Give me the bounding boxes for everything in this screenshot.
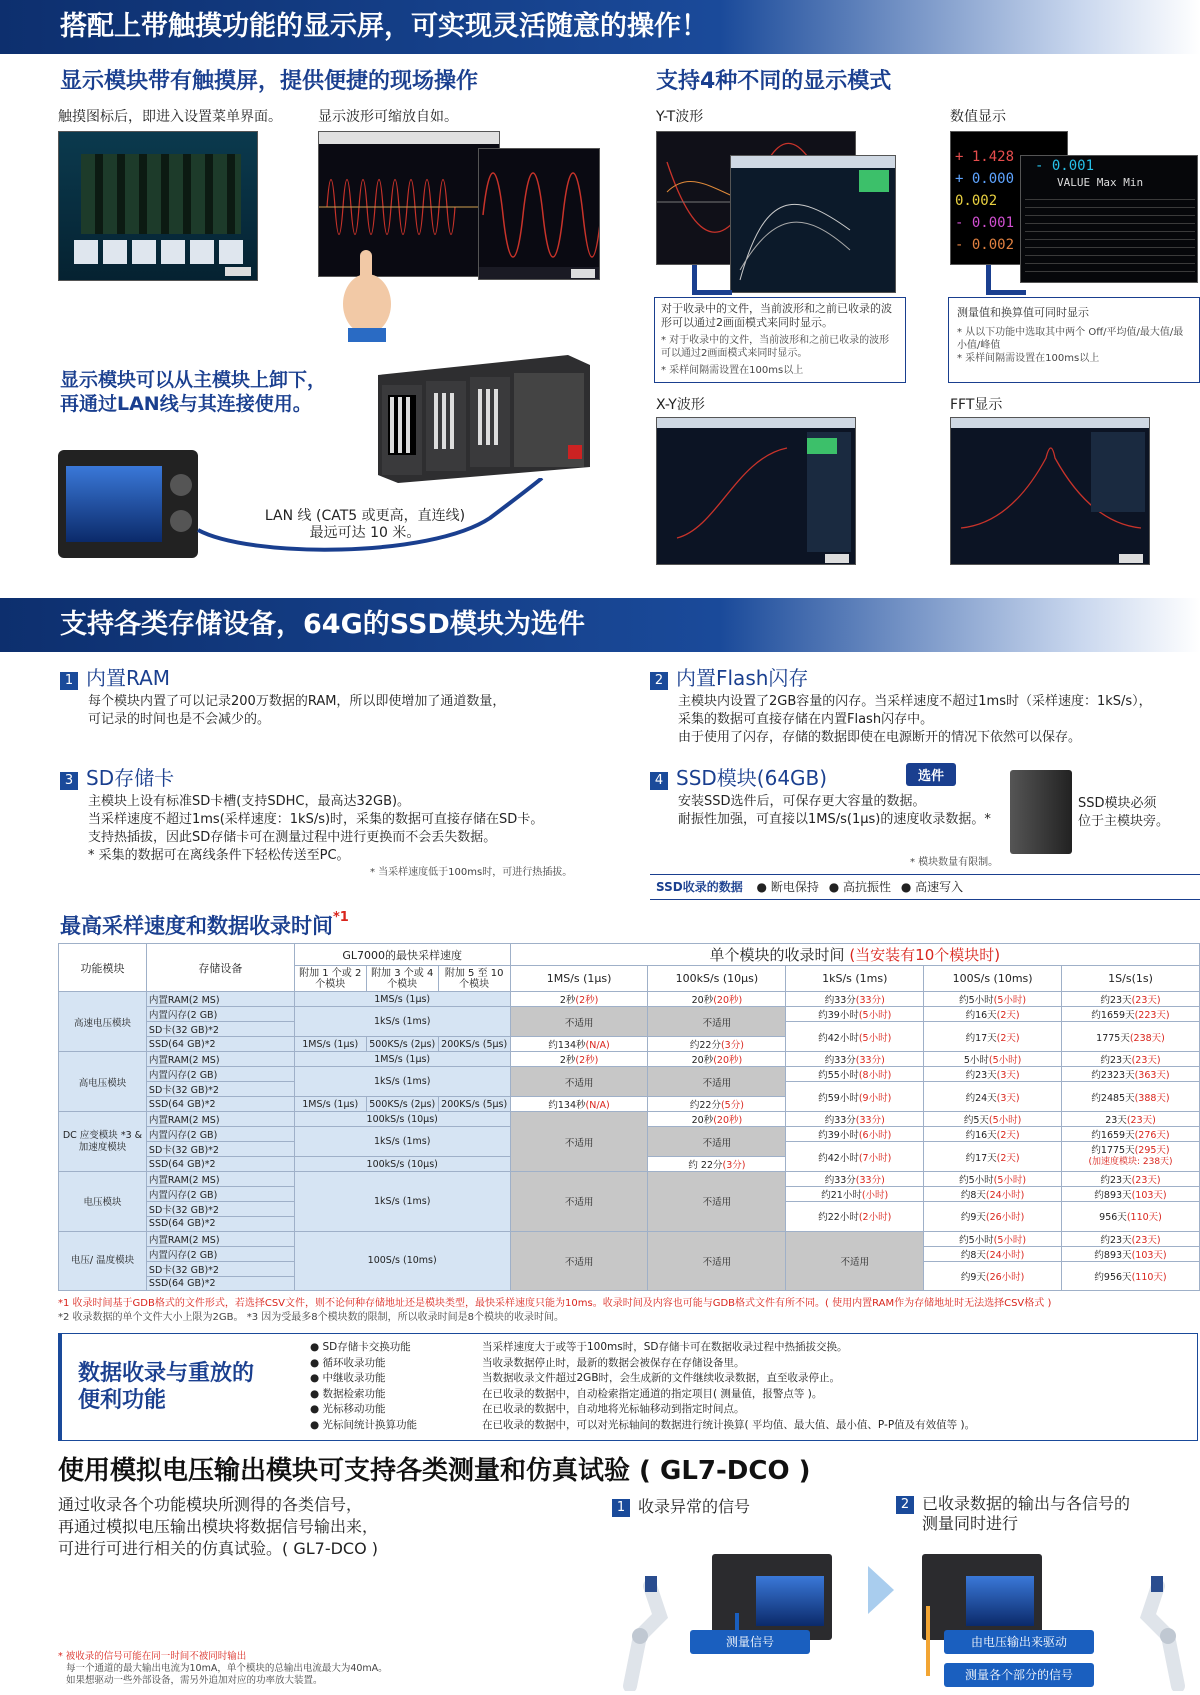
group-label: DC 应变模块 *3 & 加速度模块 — [59, 1112, 147, 1172]
value-cell: 约9天(26小时) — [924, 1261, 1062, 1291]
mode-numeric-label: 数值显示 — [950, 109, 1006, 125]
storage-3-title: SD存储卡 — [86, 766, 175, 790]
value-cell: 约23天(3天) — [924, 1067, 1062, 1082]
value-cell: 约23天(23天) — [1062, 1231, 1200, 1246]
list-item: ● 中继收录功能 — [310, 1372, 386, 1385]
ssd-feature-bar — [650, 874, 1200, 900]
value-cell: 约134秒(N/A) — [510, 1037, 648, 1052]
na-cell: 不适用 — [648, 1067, 786, 1097]
feature-desc: 当采样速度大于或等于100ms时，SD存储卡可在数据收录过程中热插拔交换。 — [482, 1341, 848, 1353]
rate-cell: 1MS/s (1μs) — [294, 1097, 366, 1112]
storage-3-header — [60, 762, 174, 791]
value-cell: 约42小时(7小时) — [786, 1142, 924, 1172]
storage-cell: 内置闪存(2 GB) — [146, 1187, 294, 1202]
value-cell: 约5天(5小时) — [924, 1112, 1062, 1127]
footnote-2: *2 收录数据的单个文件大小上限为2GB。 *3 因为受最多8个模块数的限制，所以收录时间是8个模块的收录时间。 — [58, 1312, 564, 1323]
bullet-icon: ● — [756, 880, 768, 894]
value-cell: 约42小时(5小时) — [786, 1022, 924, 1052]
storage-cell: SSD(64 GB)*2 — [146, 1157, 294, 1172]
detach-title — [60, 368, 326, 416]
storage-4-title: SSD模块(64GB) — [676, 766, 828, 790]
group-label: 电压/ 温度模块 — [59, 1231, 147, 1291]
th-rate-3: 1kS/s (1ms) — [786, 966, 924, 992]
value-cell: 956天(110天) — [1062, 1202, 1200, 1232]
feature-desc: 当数据收录文件超过2GB时，会生成新的文件继续收录数据，直至收录停止。 — [482, 1372, 841, 1385]
na-cell: 不适用 — [510, 1172, 648, 1232]
storage-2-line2: 采集的数据可直接存储在内置Flash闪存中。 — [678, 712, 934, 727]
th-rate-2: 100kS/s (10μs) — [648, 966, 786, 992]
ssd-feature-1: 断电保持 — [770, 880, 819, 894]
value-cell: 20秒(20秒) — [648, 1112, 786, 1127]
value-cell: 2秒(2秒) — [510, 992, 648, 1007]
storage-3-line3: 支持热插拔，因此SD存储卡可在测量过程中进行更换而不会丢失数据。 — [88, 830, 497, 845]
list-item: ● 光标间统计换算功能 — [310, 1418, 417, 1431]
storage-1-title: 内置RAM — [86, 666, 171, 690]
na-cell: 不适用 — [510, 1067, 648, 1097]
numeric-header: VALUE Max Min — [1057, 176, 1144, 189]
numeric-value-2: - 0.001 — [1035, 158, 1095, 174]
th-add3: 附加 3 个或 4 个模块 — [366, 966, 438, 992]
numeric-note-2: * 采样间隔需设置在100ms以上 — [957, 353, 1100, 364]
value-cell: 约22分(3分) — [648, 1037, 786, 1052]
numeric-note-main: 测量值和换算值可同时显示 — [957, 306, 1089, 319]
numeric-value-6: - 0.002 — [955, 237, 1015, 253]
yt-note-2: * 采样间隔需设置在100ms以上 — [661, 365, 804, 376]
ssd-side-text — [1078, 795, 1169, 831]
gl7000-unit-image-2 — [922, 1554, 1042, 1640]
value-cell: 约16天(2天) — [924, 1007, 1062, 1022]
value-cell: 约33分(33分) — [786, 1052, 924, 1067]
step1-header — [612, 1494, 750, 1517]
lan-caption — [250, 508, 480, 542]
value-cell: 约39小时(5小时) — [786, 1007, 924, 1022]
th-add1: 附加 1 个或 2 个模块 — [294, 966, 366, 992]
rate-cell: 1kS/s (1ms) — [294, 1127, 510, 1157]
list-item: ● 光标移动功能 — [310, 1403, 386, 1416]
storage-1-line1: 每个模块内置了可以记录200万数据的RAM，所以即使增加了通道数量， — [88, 694, 506, 709]
value-cell: 1775天(238天) — [1062, 1022, 1200, 1052]
bullet-icon: ● — [900, 880, 912, 894]
value-cell: 约17天(2天) — [924, 1022, 1062, 1052]
lan-caption-2: 最远可达 10 米。 — [309, 525, 421, 541]
storage-3-number: 3 — [60, 772, 78, 790]
storage-cell: 内置闪存(2 GB) — [146, 1246, 294, 1261]
list-item: ● 循环收录功能 — [310, 1356, 386, 1369]
na-cell: 不适用 — [510, 1112, 648, 1172]
step2-number: 2 — [896, 1496, 914, 1514]
storage-3-line4: * 采集的数据可在离线条件下轻松传送至PC。 — [88, 848, 350, 863]
value-cell: 约5小时(5小时) — [924, 992, 1062, 1007]
storage-cell: 内置闪存(2 GB) — [146, 1007, 294, 1022]
value-cell: 约23天(23天) — [1062, 992, 1200, 1007]
value-cell: 约1659天(223天) — [1062, 1007, 1200, 1022]
sampling-table — [58, 943, 1200, 1291]
table-title-mark: *1 — [333, 910, 349, 925]
rate-cell: 100S/s (10ms) — [294, 1231, 510, 1291]
step2-header — [896, 1494, 1130, 1533]
numeric-overlay-screen — [1020, 155, 1198, 283]
storage-2-title: 内置Flash闪存 — [676, 666, 809, 690]
storage-4-line2: 耐振性加强，可直接以1MS/s(1μs)的速度收录数据。* — [678, 812, 991, 827]
lan-caption-1: LAN 线 (CAT5 或更高，直连线) — [264, 508, 466, 524]
numeric-value-4: 0.002 — [955, 193, 998, 209]
value-cell: 约16天(2天) — [924, 1127, 1062, 1142]
table-row — [59, 992, 1200, 1007]
th-add5: 附加 5 至 10 个模块 — [438, 966, 510, 992]
value-cell: 约893天(103天) — [1062, 1246, 1200, 1261]
detach-title-line2: 再通过LAN线与其连接使用。 — [60, 393, 312, 415]
dco-line2: 再通过模拟电压输出模块将数据信号输出来， — [58, 1517, 379, 1536]
storage-cell: SD卡(32 GB)*2 — [146, 1261, 294, 1276]
storage-cell: SSD(64 GB)*2 — [146, 1217, 294, 1232]
ssd-feature-3: 高速写入 — [915, 880, 964, 894]
feature-desc: 当收录数据停止时，最新的数据会被保存在存储设备里。 — [482, 1356, 745, 1369]
yt-note-main: 对于收录中的文件，当前波形和之前已收录的波形可以通过2画面模式来同时显示。 — [661, 302, 892, 329]
table-row — [59, 1112, 1200, 1127]
value-cell: 约9天(26小时) — [924, 1202, 1062, 1232]
value-cell: 约17天(2天) — [924, 1142, 1062, 1172]
ssd-feature-2: 高抗振性 — [843, 880, 892, 894]
storage-1-number: 1 — [60, 672, 78, 690]
storage-cell: SD卡(32 GB)*2 — [146, 1202, 294, 1217]
value-cell: 约956天(110天) — [1062, 1261, 1200, 1291]
dco-line3: 可进行可进行相关的仿真试验。( GL7-DCO ) — [58, 1539, 379, 1558]
xy-screen-image — [656, 417, 856, 565]
storage-3-line1: 主模块上设有标准SD卡槽(支持SDHC，最高达32GB)。 — [88, 794, 411, 809]
group-label: 高速电压模块 — [59, 992, 147, 1052]
na-cell: 不适用 — [648, 1127, 786, 1157]
table-title — [60, 910, 349, 940]
na-cell: 不适用 — [510, 1231, 648, 1291]
storage-4-header — [650, 762, 827, 791]
features-list — [310, 1340, 417, 1434]
th-single-text: 单个模块的收录时间 — [709, 946, 845, 964]
table-row — [59, 1067, 1200, 1082]
value-cell: 约8天(24小时) — [924, 1187, 1062, 1202]
touch-caption-1: 触摸图标后，即进入设置菜单界面。 — [58, 109, 282, 125]
storage-cell: 内置RAM(2 MS) — [146, 1052, 294, 1067]
value-cell: 约21小时(小时) — [786, 1187, 924, 1202]
value-cell: 约23天(23天) — [1062, 1052, 1200, 1067]
table-row — [59, 1231, 1200, 1246]
dco-description — [58, 1494, 378, 1560]
rate-cell: 1kS/s (1ms) — [294, 1067, 510, 1097]
feature-desc: 在已收录的数据中，自动地将光标轴移动到指定时间点。 — [482, 1403, 745, 1416]
numeric-value-3: + 0.000 — [955, 171, 1015, 187]
list-item: ● 数据检索功能 — [310, 1387, 386, 1400]
storage-cell: SD卡(32 GB)*2 — [146, 1082, 294, 1097]
storage-1-line2: 可记录的时间也是不会减少的。 — [88, 712, 271, 727]
value-cell: 2秒(2秒) — [510, 1052, 648, 1067]
features-title-line2: 便利功能 — [78, 1388, 167, 1413]
main-unit-image — [368, 355, 594, 485]
table-title-text: 最高采样速度和数据收录时间 — [60, 914, 333, 938]
storage-cell: SSD(64 GB)*2 — [146, 1097, 294, 1112]
storage-2-header — [650, 662, 808, 691]
dco-note-2: 每一个通道的最大输出电流为10mA，单个模块的总输出电流最大为40mA。 — [66, 1663, 388, 1674]
storage-cell: 内置RAM(2 MS) — [146, 992, 294, 1007]
na-cell: 不适用 — [786, 1231, 924, 1291]
rate-cell: 100kS/s (10μs) — [294, 1157, 510, 1172]
th-module: 功能模块 — [59, 944, 147, 992]
storage-4-note: * 模块数量有限制。 — [910, 857, 999, 868]
storage-2-number: 2 — [650, 672, 668, 690]
section2-banner: 支持各类存储设备，64G的SSD模块为选件 — [0, 598, 1200, 652]
menu-screen-image — [58, 131, 258, 281]
dco-note-1: * 被收录的信号可能在同一时间不被同时输出 — [58, 1651, 247, 1662]
rate-cell: 500KS/s (2μs) — [366, 1097, 438, 1112]
section1-banner: 搭配上带触摸功能的显示屏，可实现灵活随意的操作！ — [0, 0, 1200, 54]
storage-cell: SD卡(32 GB)*2 — [146, 1022, 294, 1037]
drive-arrow-line — [926, 1606, 930, 1676]
step2-label-1: 已收录数据的输出与各信号的 — [922, 1494, 1131, 1513]
storage-cell: 内置闪存(2 GB) — [146, 1127, 294, 1142]
dco-note-3: 如果想驱动一些外部设备，需另外追加对应的功率放大装置。 — [66, 1675, 323, 1686]
fft-screen-image — [950, 417, 1150, 565]
mode-yt-label: Y-T波形 — [656, 109, 704, 125]
value-cell: 约24天(3天) — [924, 1082, 1062, 1112]
ssd-side-line2: 位于主模块旁。 — [1078, 814, 1170, 829]
ssd-side-line1: SSD模块必须 — [1078, 796, 1157, 811]
value-cell: 约33分(33分) — [786, 992, 924, 1007]
numeric-value-5: - 0.001 — [955, 215, 1015, 231]
storage-4-number: 4 — [650, 772, 668, 790]
na-cell: 不适用 — [510, 1007, 648, 1037]
th-rate-5: 1S/s(1s) — [1062, 966, 1200, 992]
th-rate-1: 1MS/s (1μs) — [510, 966, 648, 992]
numeric-value-1: + 1.428 — [955, 149, 1015, 165]
value-cell: 约893天(103天) — [1062, 1187, 1200, 1202]
th-gl: GL7000的最快采样速度 — [294, 944, 510, 966]
yt-overlay-screen — [730, 155, 896, 293]
detach-title-line1: 显示模块可以从主模块上卸下， — [60, 369, 327, 391]
value-cell: 约5小时(5小时) — [924, 1172, 1062, 1187]
group-label: 高电压模块 — [59, 1052, 147, 1112]
mode-xy-label: X-Y波形 — [656, 397, 705, 413]
option-badge: 选件 — [906, 763, 956, 786]
storage-3-line2: 当采样速度不超过1ms(采样速度：1kS/s)时，采集的数据可直接存储在SD卡。 — [88, 812, 544, 827]
storage-cell: 内置RAM(2 MS) — [146, 1172, 294, 1187]
storage-cell: 内置RAM(2 MS) — [146, 1231, 294, 1246]
voltage-drive-tag: 由电压输出来驱动 — [944, 1630, 1094, 1654]
dco-title: 使用模拟电压输出模块可支持各类测量和仿真试验 ( GL7-DCO ) — [58, 1456, 811, 1486]
arrow-right-icon — [868, 1566, 894, 1614]
value-cell: 约1775天(295天) (加速度模块: 238天) — [1062, 1142, 1200, 1172]
storage-2-line3: 由于使用了闪存，存储的数据即使在电源断开的情况下依然可以保存。 — [678, 730, 1082, 745]
feature-desc: 在已收录的数据中，可以对光标轴间的数据进行统计换算( 平均值、最大值、最小值、P-P值及有效值等 )。 — [482, 1418, 976, 1431]
features-title-line1: 数据收录与重放的 — [78, 1361, 255, 1386]
rate-cell: 1kS/s (1ms) — [294, 1007, 510, 1037]
zoom-screen-image — [478, 148, 600, 280]
storage-1-header — [60, 662, 170, 691]
detached-display-image — [58, 450, 198, 558]
storage-2-line1: 主模块内设置了2GB容量的闪存。当采样速度不超过1ms时（采样速度：1kS/s）， — [678, 694, 1152, 709]
storage-cell: SSD(64 GB)*2 — [146, 1276, 294, 1291]
storage-cell: 内置RAM(2 MS) — [146, 1112, 294, 1127]
value-cell: 约22分(5分) — [648, 1097, 786, 1112]
table-row — [59, 1007, 1200, 1022]
features-box — [58, 1333, 1198, 1441]
storage-cell: SSD(64 GB)*2 — [146, 1037, 294, 1052]
ssd-module-image — [1010, 770, 1072, 854]
rate-cell: 1MS/s (1μs) — [294, 992, 510, 1007]
table-row — [59, 1172, 1200, 1187]
value-cell: 约33分(33分) — [786, 1112, 924, 1127]
rate-cell: 1MS/s (1μs) — [294, 1037, 366, 1052]
value-cell: 约33分(33分) — [786, 1172, 924, 1187]
features-title — [78, 1360, 254, 1414]
storage-cell: SD卡(32 GB)*2 — [146, 1142, 294, 1157]
th-single — [510, 944, 1199, 966]
step1-label: 收录异常的信号 — [638, 1497, 751, 1516]
value-cell: 23天(23天) — [1062, 1112, 1200, 1127]
step1-number: 1 — [612, 1499, 630, 1517]
storage-3-text — [88, 793, 543, 865]
storage-4-line1: 安装SSD选件后，可保存更大容量的数据。 — [678, 794, 926, 809]
value-cell: 20秒(20秒) — [648, 1052, 786, 1067]
value-cell: 约1659天(276天) — [1062, 1127, 1200, 1142]
value-cell: 约134秒(N/A) — [510, 1097, 648, 1112]
touch-title: 显示模块带有触摸屏，提供便捷的现场操作 — [60, 69, 479, 94]
feature-desc: 在已收录的数据中，自动检索指定通道的指定项目( 测量值，报警点等 )。 — [482, 1387, 823, 1400]
na-cell: 不适用 — [648, 1231, 786, 1291]
yt-note-box — [654, 297, 906, 383]
yt-note-1: * 对于收录中的文件，当前波形和之前已收录的波形可以通过2画面模式来同时显示。 — [661, 335, 890, 359]
value-cell: 约2485天(388天) — [1062, 1082, 1200, 1112]
dco-line1: 通过收录各个功能模块所测得的各类信号， — [58, 1495, 363, 1514]
value-cell: 约23天(23天) — [1062, 1172, 1200, 1187]
value-cell: 5小时(5小时) — [924, 1052, 1062, 1067]
th-single-red: (当安装有10个模块时) — [849, 946, 1001, 964]
value-cell: 约8天(24小时) — [924, 1246, 1062, 1261]
rate-cell: 100kS/s (10μs) — [294, 1112, 510, 1127]
footnote-1: *1 收录时间基于GDB格式的文件形式，若选择CSV文件，则不论何种存储地址还是模块类型，最快采样速度只能为10ms。收录时间及内容也可能与GDB格式文件有所不同。( 使用内置RAM作为存储地址时无法选择CSV格式 ) — [58, 1298, 1052, 1309]
value-cell: 约 22分(3分) — [648, 1157, 786, 1172]
na-cell: 不适用 — [648, 1007, 786, 1037]
value-cell: 约5小时(5小时) — [924, 1231, 1062, 1246]
numeric-note-1: * 从以下功能中选取其中两个 Off/平均值/最大值/最小值/峰值 — [957, 327, 1184, 351]
storage-3-note: * 当采样速度低于100ms时，可进行热插拔。 — [370, 867, 573, 878]
gl7000-unit-image — [712, 1554, 832, 1640]
measure-parts-tag: 测量各个部分的信号 — [944, 1663, 1094, 1687]
numeric-note-box — [948, 297, 1200, 383]
ssd-bar-label: SSD收录的数据 — [656, 880, 743, 894]
rate-cell: 200KS/s (5μs) — [438, 1097, 510, 1112]
storage-2-text — [678, 693, 1152, 747]
bullet-icon: ● — [828, 880, 840, 894]
value-cell: 约55小时(8小时) — [786, 1067, 924, 1082]
robot-arm-image-2 — [1128, 1566, 1188, 1691]
rate-cell: 200KS/s (5μs) — [438, 1037, 510, 1052]
value-cell: 约39小时(6小时) — [786, 1127, 924, 1142]
list-item: ● SD存储卡交换功能 — [310, 1341, 411, 1353]
value-cell: 约59小时(9小时) — [786, 1082, 924, 1112]
value-cell: 约2323天(363天) — [1062, 1067, 1200, 1082]
na-cell: 不适用 — [648, 1172, 786, 1232]
hand-touch-icon — [338, 246, 396, 342]
th-rate-4: 100S/s (10ms) — [924, 966, 1062, 992]
measure-signal-tag: 测量信号 — [690, 1630, 810, 1654]
th-storage: 存储设备 — [146, 944, 294, 992]
touch-caption-2: 显示波形可缩放自如。 — [318, 109, 458, 125]
storage-cell: 内置闪存(2 GB) — [146, 1067, 294, 1082]
table-row — [59, 1052, 1200, 1067]
step2-label-2: 测量同时进行 — [922, 1513, 1019, 1533]
robot-arm-image — [620, 1566, 680, 1691]
storage-4-text — [678, 793, 991, 829]
dco-note — [58, 1651, 388, 1687]
value-cell: 20秒(20秒) — [648, 992, 786, 1007]
group-label: 电压模块 — [59, 1172, 147, 1232]
mode-fft-label: FFT显示 — [950, 397, 1003, 413]
storage-1-text — [88, 693, 505, 729]
modes-title: 支持4种不同的显示模式 — [656, 69, 892, 94]
value-cell: 约22小时(2小时) — [786, 1202, 924, 1232]
rate-cell: 500KS/s (2μs) — [366, 1037, 438, 1052]
features-desc — [482, 1340, 975, 1434]
rate-cell: 1kS/s (1ms) — [294, 1172, 510, 1232]
rate-cell: 1MS/s (1μs) — [294, 1052, 510, 1067]
